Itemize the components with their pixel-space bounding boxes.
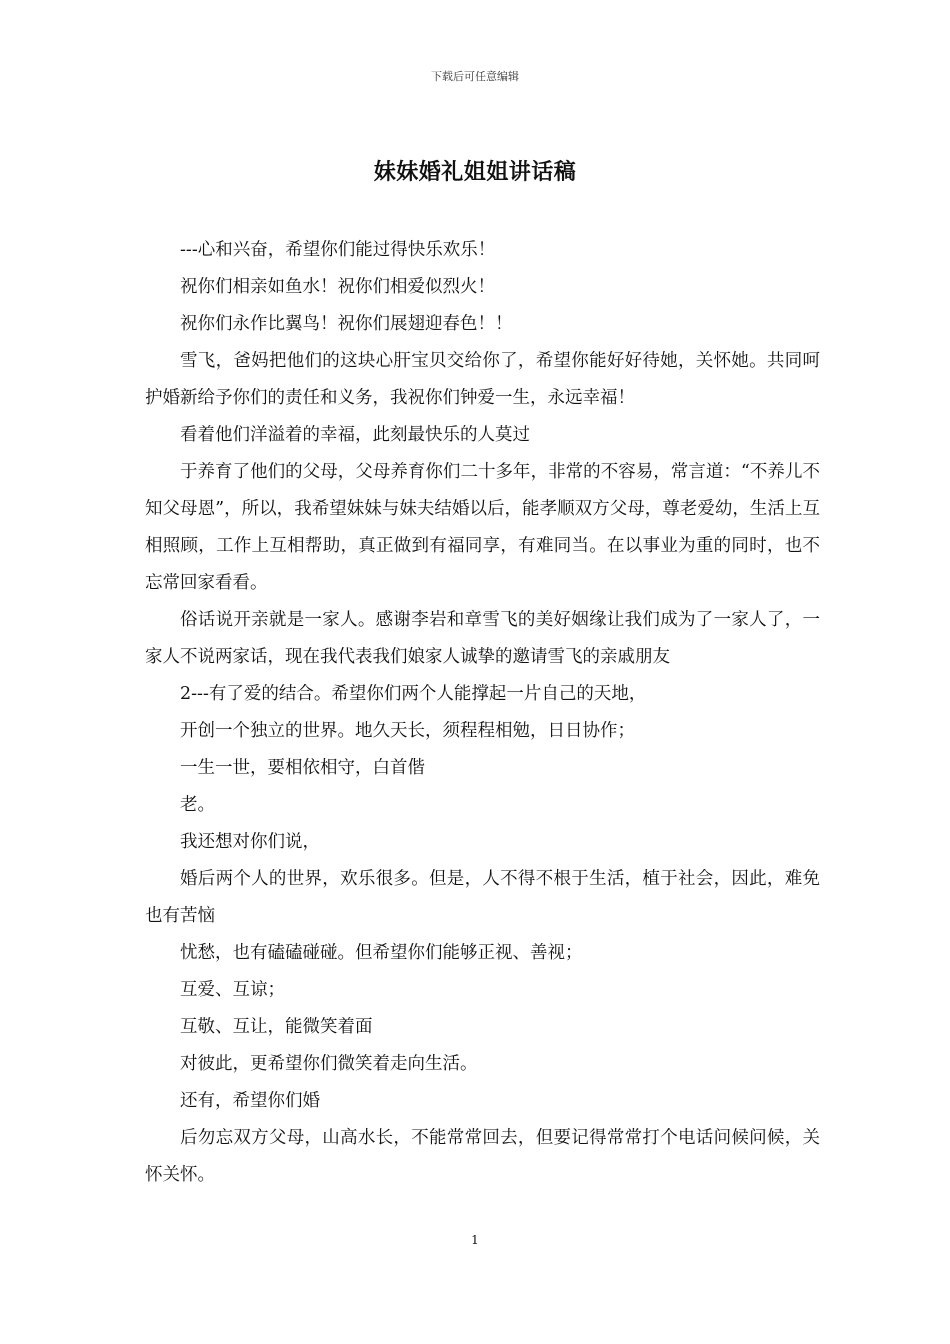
paragraph: 老。 bbox=[180, 795, 215, 815]
paragraph: ---心和兴奋，希望你们能过得快乐欢乐！ bbox=[180, 240, 496, 260]
header-note: 下载后可任意编辑 bbox=[431, 70, 519, 83]
paragraph: 婚后两个人的世界，欢乐很多。但是，人不得不根于生活，植于社会，因此，难免也有苦恼 bbox=[145, 869, 820, 926]
paragraph: 于养育了他们的父母，父母养育你们二十多年，非常的不容易，常言道：“不养儿不知父母恩”，所以，我希望妹妹与妹夫结婚以后，能孝顺双方父母，尊老爱幼，生活上互相照顾，工作上互相帮助，真正做到有福同享，有难同当。在以事业为重的同时，也不忘常回家看看。 bbox=[145, 462, 820, 593]
paragraph: 一生一世，要相依相守，白首偕 bbox=[180, 758, 425, 778]
paragraph: 后勿忘双方父母，山高水长，不能常常回去，但要记得常常打个电话问候问候，关怀关怀。 bbox=[145, 1128, 820, 1185]
paragraph: 2---有了爱的结合。希望你们两个人能撑起一片自己的天地， bbox=[180, 684, 647, 704]
document-title: 妹妹婚礼姐姐讲话稿 bbox=[373, 159, 577, 185]
paragraph: 还有，希望你们婚 bbox=[180, 1091, 320, 1111]
paragraph: 开创一个独立的世界。地久天长，须程程相勉，日日协作； bbox=[180, 721, 635, 741]
document-body bbox=[145, 232, 820, 1194]
paragraph: 俗话说开亲就是一家人。感谢李岩和章雪飞的美好姻缘让我们成为了一家人了，一家人不说两家话，现在我代表我们娘家人诚挚的邀请雪飞的亲戚朋友 bbox=[145, 610, 820, 667]
paragraph: 我还想对你们说， bbox=[180, 832, 320, 852]
paragraph: 祝你们永作比翼鸟！祝你们展翅迎春色！！ bbox=[180, 314, 513, 334]
paragraph: 祝你们相亲如鱼水！祝你们相爱似烈火！ bbox=[180, 277, 495, 297]
paragraph: 互敬、互让，能微笑着面 bbox=[180, 1017, 373, 1037]
paragraph: 互爱、互谅； bbox=[180, 980, 285, 1000]
paragraph: 雪飞，爸妈把他们的这块心肝宝贝交给你了，希望你能好好待她，关怀她。共同呵护婚新给予你们的责任和义务，我祝你们钟爱一生，永远幸福！ bbox=[145, 351, 820, 408]
paragraph: 对彼此，更希望你们微笑着走向生活。 bbox=[180, 1054, 478, 1074]
paragraph: 忧愁，也有磕磕碰碰。但希望你们能够正视、善视； bbox=[180, 943, 583, 963]
paragraph: 看着他们洋溢着的幸福，此刻最快乐的人莫过 bbox=[180, 425, 530, 445]
page-number: 1 bbox=[471, 1233, 479, 1247]
